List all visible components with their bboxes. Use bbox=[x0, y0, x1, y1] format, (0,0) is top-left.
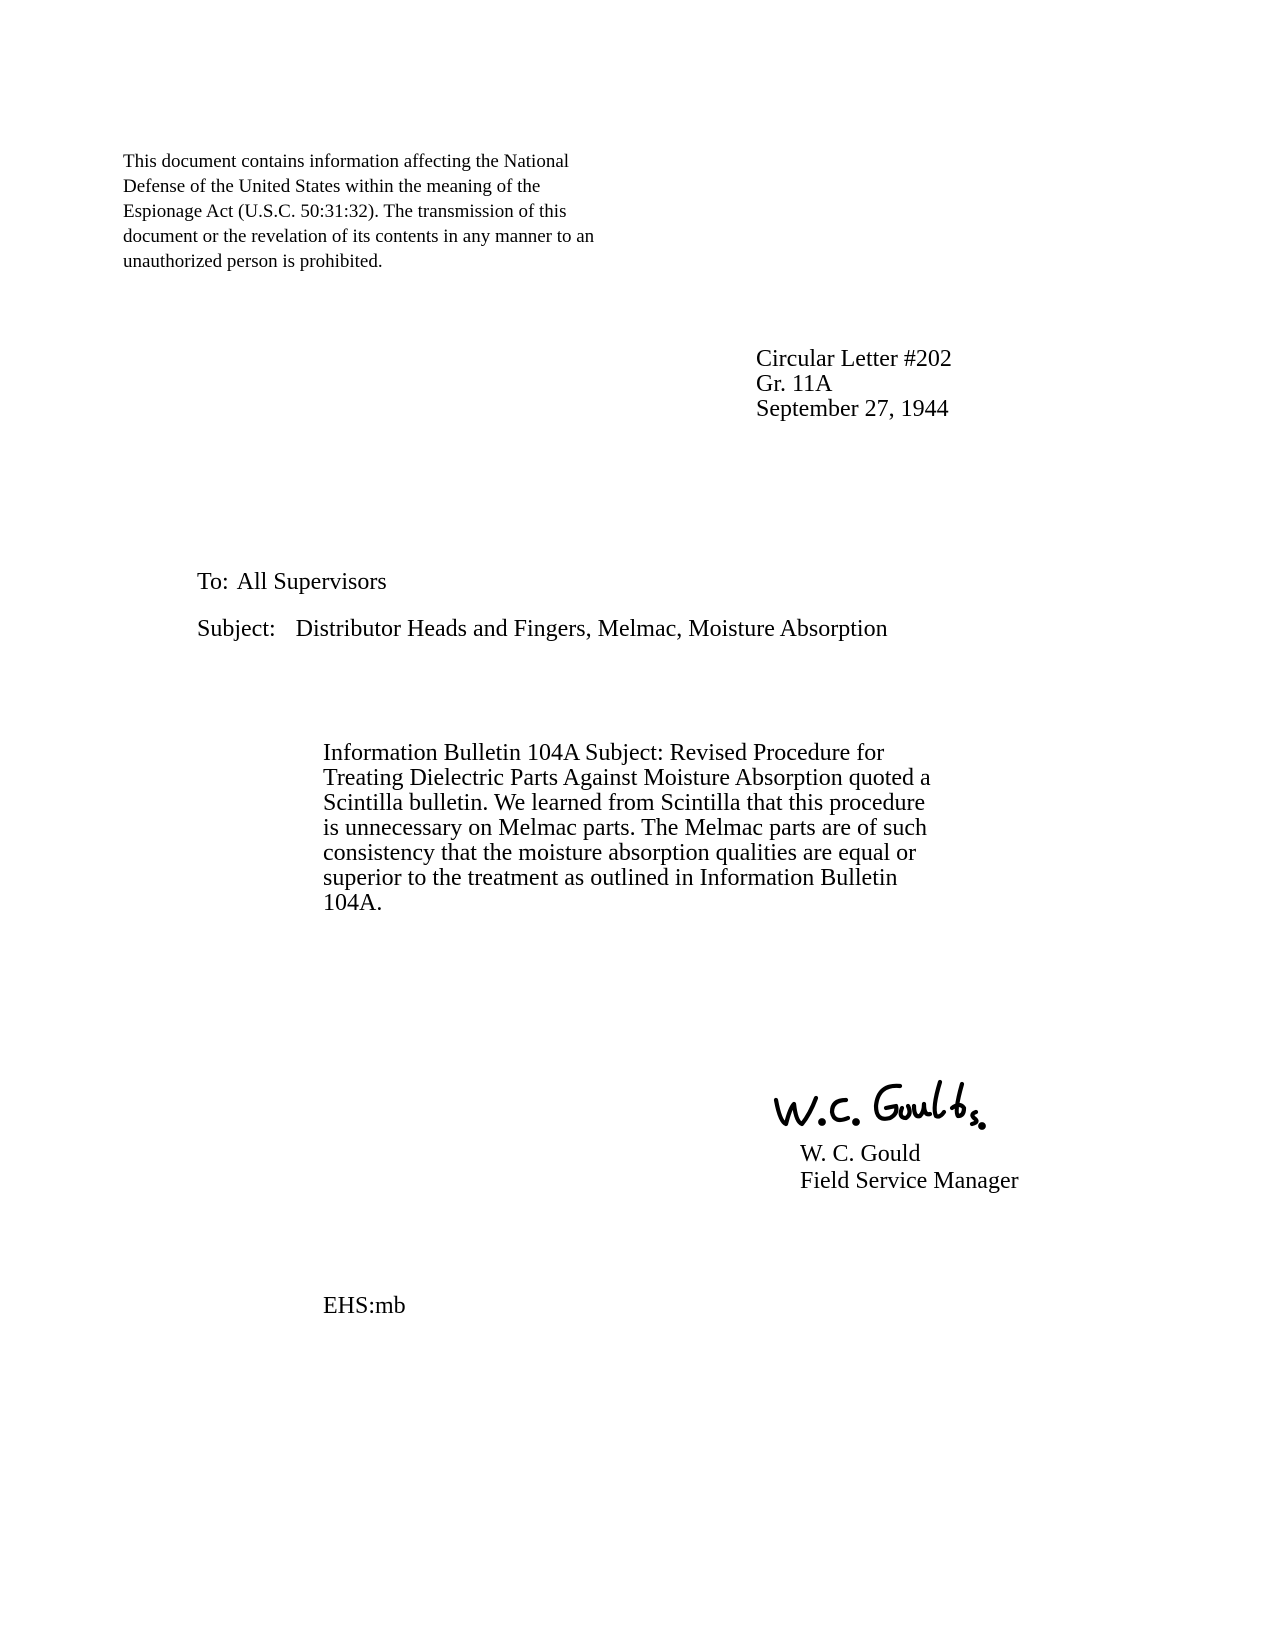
subject-label: Subject: bbox=[197, 616, 276, 642]
body-line: 104A. bbox=[323, 890, 383, 916]
body-line: consistency that the moisture absorption qualities are equal or bbox=[323, 840, 917, 866]
body-line: is unnecessary on Melmac parts. The Melmac parts are of such bbox=[323, 815, 928, 841]
handwritten-signature bbox=[772, 1078, 992, 1132]
subject-value: Distributor Heads and Fingers, Melmac, Moisture Absorption bbox=[295, 616, 888, 642]
subject-line bbox=[197, 615, 888, 643]
to-value: All Supervisors bbox=[236, 569, 387, 595]
notice-line: document or the revelation of its contents in any manner to an bbox=[123, 226, 595, 247]
body-paragraph bbox=[323, 741, 1003, 916]
notice-line: This document contains information affecting the National bbox=[123, 151, 570, 172]
signer-name: W. C. Gould bbox=[800, 1141, 921, 1167]
notice-line: Defense of the United States within the meaning of the bbox=[123, 176, 541, 197]
letter-date: September 27, 1944 bbox=[756, 396, 949, 422]
body-line: Information Bulletin 104A Subject: Revised Procedure for bbox=[323, 740, 885, 766]
group-code: Gr. 11A bbox=[756, 371, 833, 397]
body-line: superior to the treatment as outlined in Information Bulletin bbox=[323, 865, 898, 891]
to-label: To: bbox=[197, 569, 229, 595]
notice-line: Espionage Act (U.S.C. 50:31:32). The transmission of this bbox=[123, 201, 567, 222]
signer-title: Field Service Manager bbox=[800, 1168, 1019, 1194]
typist-initials: EHS:mb bbox=[323, 1293, 406, 1319]
reference-block bbox=[756, 347, 952, 422]
circular-letter-number: Circular Letter #202 bbox=[756, 346, 952, 372]
security-notice bbox=[123, 149, 663, 274]
notice-line: unauthorized person is prohibited. bbox=[123, 251, 383, 272]
signature-block bbox=[800, 1141, 1019, 1195]
to-line bbox=[197, 568, 387, 596]
body-line: Scintilla bulletin. We learned from Scintilla that this procedure bbox=[323, 790, 926, 816]
body-line: Treating Dielectric Parts Against Moisture Absorption quoted a bbox=[323, 765, 931, 791]
